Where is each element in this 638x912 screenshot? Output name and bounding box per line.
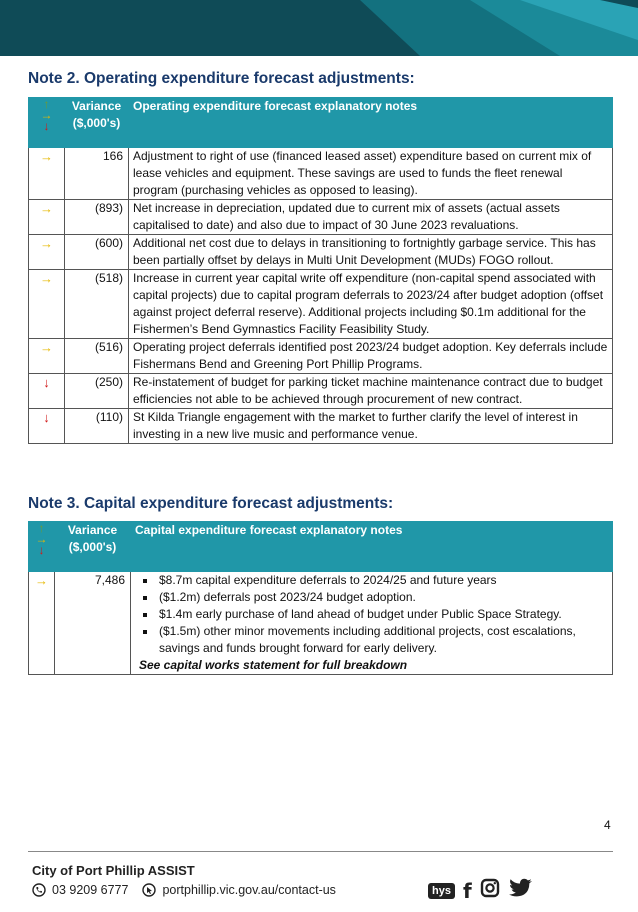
table-row [29,374,613,409]
website-link[interactable]: portphillip.vic.gov.au/contact-us [162,883,336,897]
hys-icon[interactable]: hys [428,883,455,899]
web-icon [142,883,156,897]
note-text: Operating project deferrals identified post 2023/24 budget adoption. Key deferrals include Fishermans Bend and Greening Port Phillip Programs. [129,339,613,374]
note-text: Additional net cost due to delays in transitioning to fortnightly garbage service. This has been partially offset by delays in Multi Unit Development (MUDs) FOGO rollout. [129,235,613,270]
table-row [29,409,613,444]
facebook-icon[interactable]: f [462,878,472,903]
list-item: ▪ ($1.2m) deferrals post 2023/24 budget adoption. [157,589,608,606]
notes-header: Capital expenditure forecast explanatory notes [131,522,613,572]
green-up-arrow-icon: ↑ [43,97,50,111]
note-text: Increase in current year capital write off expenditure (non-capital spend associated with capital projects) due to capital program deferrals to 2023/24 after budget adoption (offset against project deferral reserve). Additional projects including $0.1m additional for the Fishermen’s Bend Gymnastics Facility Feasibility Study. [129,270,613,339]
variance-value: 7,486 [55,572,131,675]
variance-value: (110) [65,409,129,444]
header-banner [0,0,638,56]
note2-title: Note 2. Operating expenditure forecast adjustments: [28,70,415,87]
yellow-right-arrow-icon: → [29,200,65,235]
yellow-right-arrow-icon: → [29,339,65,374]
table-row [29,148,613,200]
variance-value: (893) [65,200,129,235]
note3-title: Note 3. Capital expenditure forecast adjustments: [28,495,394,512]
variance-value: (250) [65,374,129,409]
variance-value: (600) [65,235,129,270]
page-number: 4 [604,818,611,832]
yellow-right-arrow-icon: → [40,108,53,122]
phone-icon [32,883,46,897]
instagram-icon[interactable] [480,878,500,903]
note-text: Re-instatement of budget for parking ticket machine maintenance contract due to budget efficiencies not able to be achieved through procurement of new contract. [129,374,613,409]
table-row [29,572,613,675]
yellow-right-arrow-icon: → [35,532,48,546]
table-row [29,235,613,270]
table-row [29,339,613,374]
list-item: ▪ $8.7m capital expenditure deferrals to 2024/25 and future years [157,572,608,589]
footer-contact [32,883,336,897]
red-down-arrow-icon: ↓ [29,374,65,409]
twitter-icon[interactable] [508,878,534,903]
notes-header: Operating expenditure forecast explanatory notes [129,98,613,148]
note-text: St Kilda Triangle engagement with the market to further clarify the level of interest in investing in a new live music and performance venue. [129,409,613,444]
legend-cell [29,522,55,572]
bullet-list [135,572,608,657]
yellow-right-arrow-icon: → [29,270,65,339]
list-item: ▪ $1.4m early purchase of land ahead of budget under Public Space Strategy. [157,606,608,623]
phone-number[interactable]: 03 9209 6777 [52,883,129,897]
footnote: See capital works statement for full breakdown [139,658,408,672]
variance-header: Variance ($,000's) [55,522,131,572]
variance-value: 166 [65,148,129,200]
legend-cell [29,98,65,148]
red-down-arrow-icon: ↓ [29,409,65,444]
list-item: ▪ ($1.5m) other minor movements including additional projects, cost escalations, savings and funds brought forward for early delivery. [157,623,608,657]
note3-table [28,521,613,675]
yellow-right-arrow-icon: → [29,148,65,200]
red-down-arrow-icon: ↓ [43,119,50,133]
red-down-arrow-icon: ↓ [38,543,45,557]
social-links [428,878,534,903]
note2-table [28,97,613,444]
note-text [131,572,613,675]
note-text: Net increase in depreciation, updated due to current mix of assets (actual assets capitalised to date) and also due to impact of 30 June 2023 revaluations. [129,200,613,235]
variance-value: (516) [65,339,129,374]
note-text: Adjustment to right of use (financed leased asset) expenditure based on current mix of lease vehicles and equipment. These savings are used to funds the fleet renewal program (purchasing vehicles as opposed to leasing). [129,148,613,200]
table-row [29,270,613,339]
green-up-arrow-icon: ↑ [38,521,45,535]
footer-org-name: City of Port Phillip ASSIST [32,863,195,878]
table-row [29,200,613,235]
yellow-right-arrow-icon: → [29,235,65,270]
yellow-right-arrow-icon: → [29,572,55,675]
variance-header: Variance ($,000's) [65,98,129,148]
variance-value: (518) [65,270,129,339]
footer-divider [28,851,613,852]
